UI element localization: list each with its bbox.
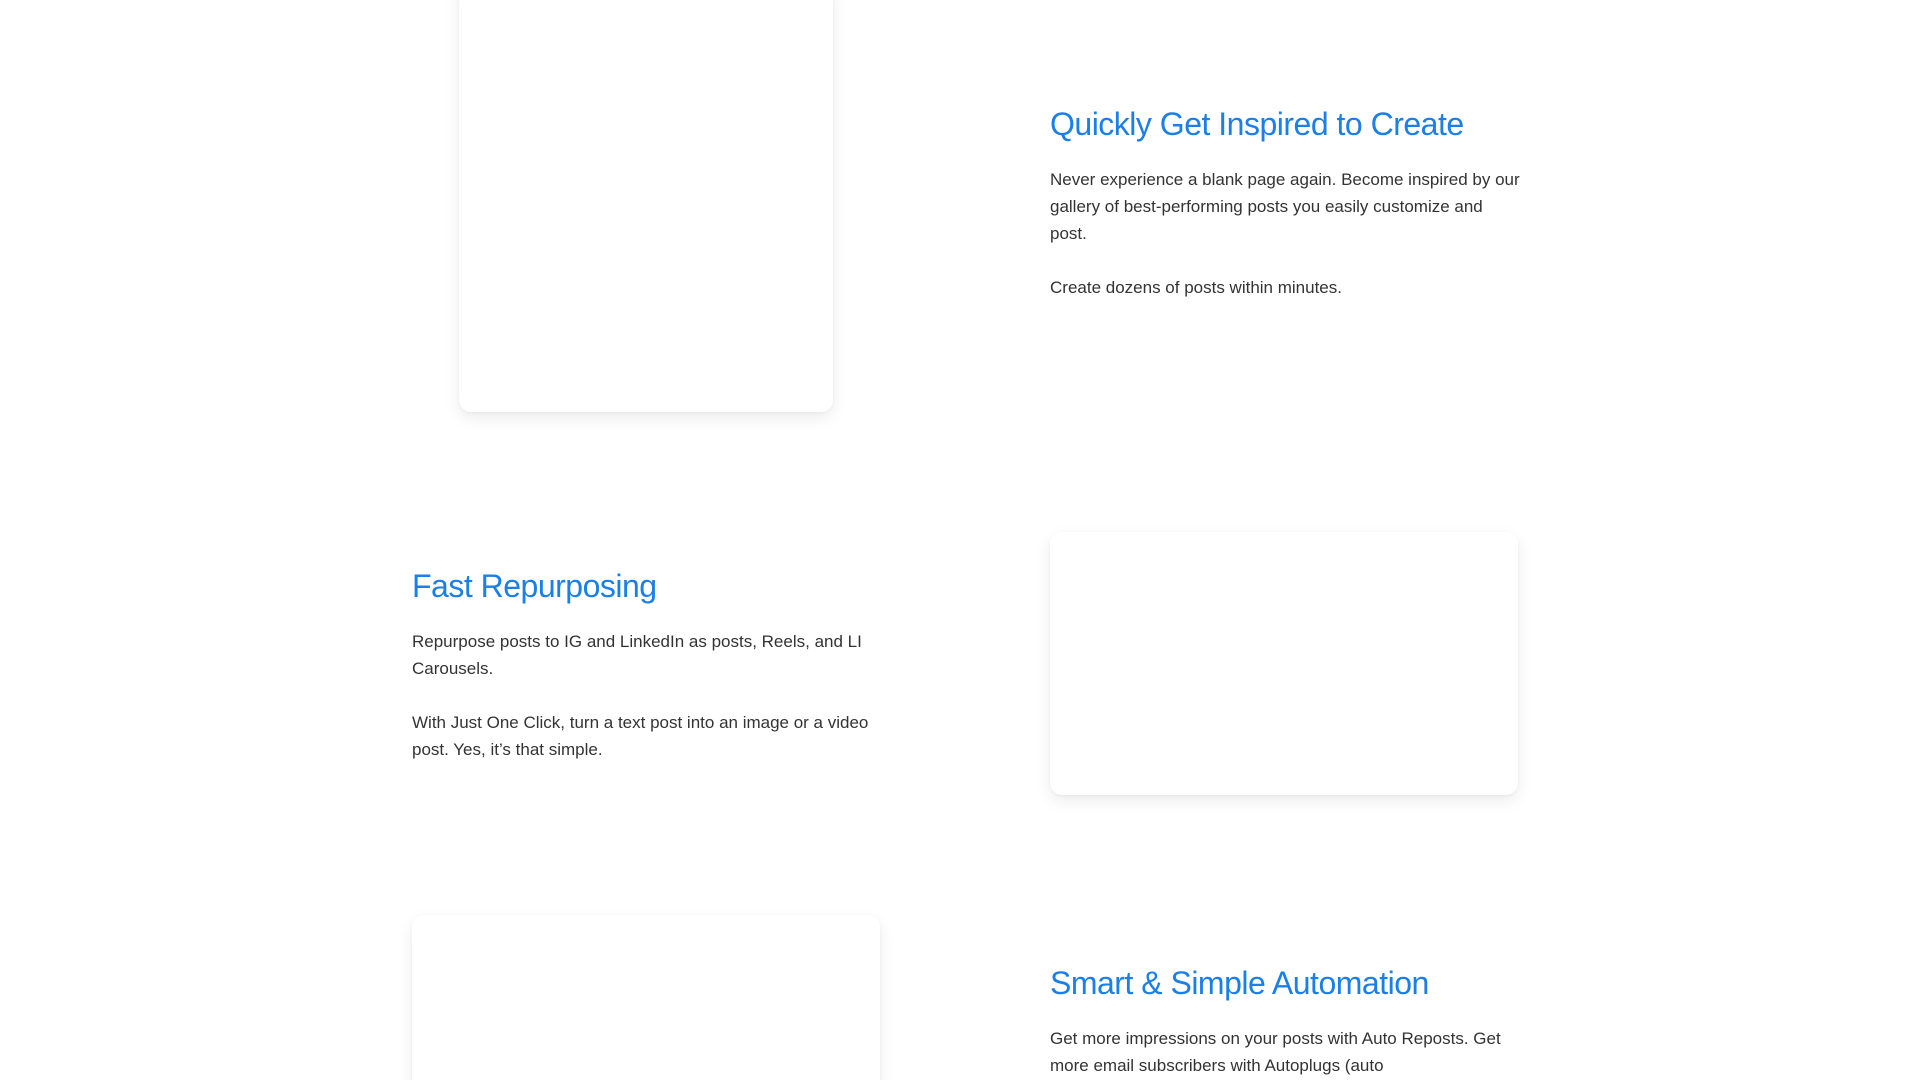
feature-repurposing xyxy=(412,566,882,763)
feature-inspiration xyxy=(1050,104,1520,301)
feature-title: Quickly Get Inspired to Create xyxy=(1050,106,1464,142)
feature-description: Get more impressions on your posts with Auto Reposts. Get more email subscribers with Autoplugs (auto xyxy=(1050,1029,1501,1075)
feature-note: Create dozens of posts within minutes. xyxy=(1050,278,1342,297)
feature-description: Never experience a blank page again. Become inspired by our gallery of best-performing posts you easily customize and post. xyxy=(1050,170,1520,243)
feature-title: Fast Repurposing xyxy=(412,568,657,604)
feature-title: Smart & Simple Automation xyxy=(1050,965,1429,1001)
feature-note: With Just One Click, turn a text post into an image or a video post. Yes, it’s that simple. xyxy=(412,713,869,759)
feature-image-card-inspiration xyxy=(459,0,833,412)
feature-automation xyxy=(1050,963,1520,1079)
feature-image-card-repurposing xyxy=(1050,532,1518,795)
feature-image-card-automation xyxy=(412,915,880,1080)
feature-description: Repurpose posts to IG and LinkedIn as posts, Reels, and LI Carousels. xyxy=(412,632,862,678)
